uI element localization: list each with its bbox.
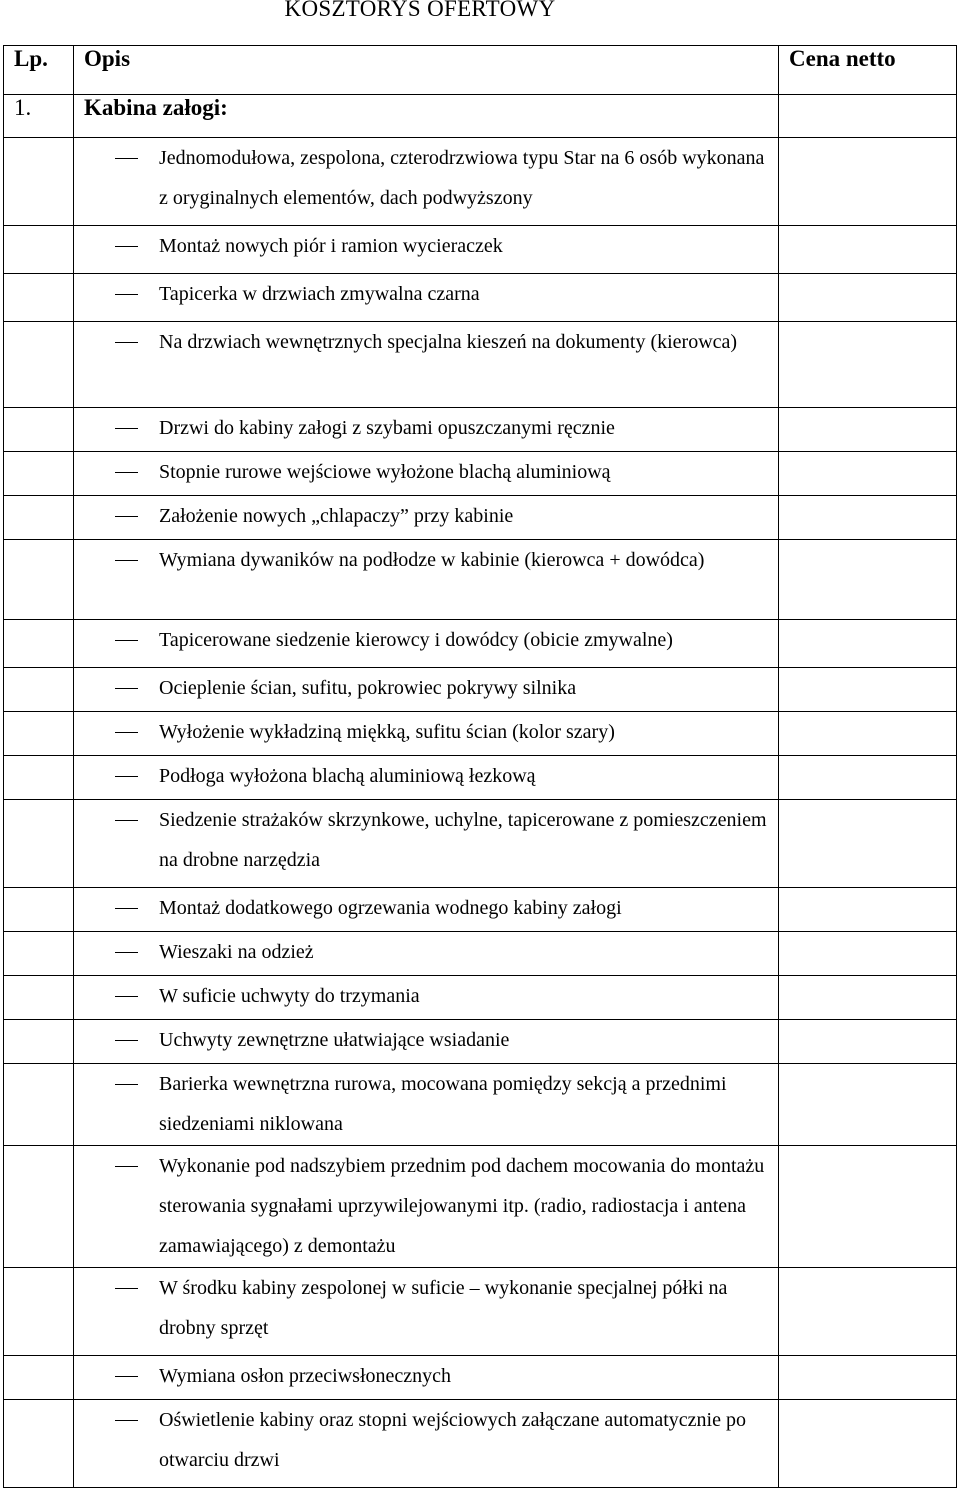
item-description: Wyłożenie wykładziną miękką, sufitu ścian (kolor szary)	[159, 721, 615, 743]
lp-cell	[4, 138, 74, 226]
item-description: Uchwyty zewnętrzne ułatwiające wsiadanie	[159, 1029, 510, 1051]
lp-cell	[4, 800, 74, 888]
column-header-cena: Cena netto	[779, 46, 957, 95]
description-cell	[74, 932, 779, 976]
table-row	[4, 1400, 957, 1488]
item-description: Stopnie rurowe wejściowe wyłożone blachą aluminiową	[159, 461, 611, 483]
description-cell	[74, 888, 779, 932]
item-description: Wykonanie pod nadszybiem przednim pod dachem mocowania do montażu sterowania sygnałami uprzywilejowanymi itp. (radio, radiostacja i antena zamawiającego) z demontażu	[159, 1155, 765, 1257]
table-row	[4, 888, 957, 932]
price-cell	[779, 668, 957, 712]
dash-bullet-icon	[115, 1288, 138, 1289]
table-row	[4, 1020, 957, 1064]
lp-cell	[4, 1020, 74, 1064]
price-cell	[779, 932, 957, 976]
price-cell	[779, 408, 957, 452]
dash-bullet-icon	[115, 472, 138, 473]
dash-bullet-icon	[115, 820, 138, 821]
description-cell	[74, 1020, 779, 1064]
price-cell	[779, 976, 957, 1020]
dash-bullet-icon	[115, 1166, 138, 1167]
description-cell	[74, 226, 779, 274]
table-row	[4, 620, 957, 668]
description-cell	[74, 1064, 779, 1146]
lp-cell	[4, 976, 74, 1020]
cost-estimate-table	[3, 45, 957, 1488]
document-title: KOSZTORYS OFERTOWY	[284, 0, 556, 21]
price-cell	[779, 1020, 957, 1064]
item-description: Wieszaki na odzież	[159, 941, 314, 963]
lp-cell	[4, 756, 74, 800]
section-number: 1.	[4, 95, 74, 138]
lp-cell	[4, 226, 74, 274]
dash-bullet-icon	[115, 1040, 138, 1041]
item-description: Siedzenie strażaków skrzynkowe, uchylne, tapicerowane z pomieszczeniem na drobne narzędzia	[159, 809, 767, 871]
table-row	[4, 800, 957, 888]
description-cell	[74, 138, 779, 226]
item-description: Montaż dodatkowego ogrzewania wodnego kabiny załogi	[159, 897, 622, 919]
dash-bullet-icon	[115, 158, 138, 159]
lp-cell	[4, 1400, 74, 1488]
dash-bullet-icon	[115, 640, 138, 641]
description-cell	[74, 712, 779, 756]
table-row	[4, 322, 957, 408]
lp-cell	[4, 408, 74, 452]
column-header-opis: Opis	[74, 46, 779, 95]
item-description: Wymiana dywaników na podłodze w kabinie (kierowca + dowódca)	[159, 549, 705, 571]
item-description: Oświetlenie kabiny oraz stopni wejściowych załączane automatycznie po otwarciu drzwi	[159, 1409, 746, 1471]
description-cell	[74, 1146, 779, 1268]
price-cell	[779, 1356, 957, 1400]
description-cell	[74, 620, 779, 668]
dash-bullet-icon	[115, 908, 138, 909]
lp-cell	[4, 496, 74, 540]
lp-cell	[4, 274, 74, 322]
table-row	[4, 226, 957, 274]
dash-bullet-icon	[115, 560, 138, 561]
price-cell	[779, 452, 957, 496]
table-row	[4, 976, 957, 1020]
lp-cell	[4, 1064, 74, 1146]
table-row	[4, 668, 957, 712]
description-cell	[74, 540, 779, 620]
dash-bullet-icon	[115, 1420, 138, 1421]
price-cell	[779, 496, 957, 540]
item-description: Drzwi do kabiny załogi z szybami opuszczanymi ręcznie	[159, 417, 615, 439]
price-cell	[779, 712, 957, 756]
price-cell	[779, 1146, 957, 1268]
table-row	[4, 138, 957, 226]
table-row	[4, 932, 957, 976]
description-cell	[74, 1356, 779, 1400]
item-description: W suficie uchwyty do trzymania	[159, 985, 420, 1007]
table-row	[4, 756, 957, 800]
dash-bullet-icon	[115, 246, 138, 247]
description-cell	[74, 756, 779, 800]
item-description: W środku kabiny zespolonej w suficie – wykonanie specjalnej półki na drobny sprzęt	[159, 1277, 728, 1339]
price-cell	[779, 274, 957, 322]
lp-cell	[4, 322, 74, 408]
price-cell	[779, 322, 957, 408]
lp-cell	[4, 620, 74, 668]
table-row	[4, 496, 957, 540]
item-description: Barierka wewnętrzna rurowa, mocowana pomiędzy sekcją a przednimi siedzeniami niklowana	[159, 1073, 727, 1135]
table-row	[4, 452, 957, 496]
table-row	[4, 1146, 957, 1268]
table-row	[4, 408, 957, 452]
item-description: Wymiana osłon przeciwsłonecznych	[159, 1365, 452, 1387]
price-cell	[779, 95, 957, 138]
dash-bullet-icon	[115, 294, 138, 295]
lp-cell	[4, 1268, 74, 1356]
dash-bullet-icon	[115, 342, 138, 343]
description-cell	[74, 408, 779, 452]
price-cell	[779, 1400, 957, 1488]
item-description: Jednomodułowa, zespolona, czterodrzwiowa typu Star na 6 osób wykonana z oryginalnych elementów, dach podwyższony	[159, 147, 765, 209]
price-cell	[779, 888, 957, 932]
dash-bullet-icon	[115, 1084, 138, 1085]
lp-cell	[4, 1146, 74, 1268]
column-header-lp: Lp.	[4, 46, 74, 95]
description-cell	[74, 1400, 779, 1488]
price-cell	[779, 138, 957, 226]
lp-cell	[4, 668, 74, 712]
price-cell	[779, 540, 957, 620]
item-description: Założenie nowych „chlapaczy” przy kabinie	[159, 505, 514, 527]
item-description: Tapicerowane siedzenie kierowcy i dowódcy (obicie zmywalne)	[159, 629, 673, 651]
dash-bullet-icon	[115, 732, 138, 733]
dash-bullet-icon	[115, 516, 138, 517]
description-cell	[74, 322, 779, 408]
table-row	[4, 1064, 957, 1146]
price-cell	[779, 756, 957, 800]
section-row	[4, 95, 957, 138]
lp-cell	[4, 932, 74, 976]
description-cell	[74, 668, 779, 712]
dash-bullet-icon	[115, 776, 138, 777]
dash-bullet-icon	[115, 1376, 138, 1377]
dash-bullet-icon	[115, 996, 138, 997]
lp-cell	[4, 712, 74, 756]
price-cell	[779, 1064, 957, 1146]
item-description: Tapicerka w drzwiach zmywalna czarna	[159, 283, 480, 305]
table-row	[4, 274, 957, 322]
table-row	[4, 1356, 957, 1400]
dash-bullet-icon	[115, 688, 138, 689]
lp-cell	[4, 888, 74, 932]
lp-cell	[4, 540, 74, 620]
table-row	[4, 712, 957, 756]
description-cell	[74, 800, 779, 888]
dash-bullet-icon	[115, 428, 138, 429]
section-title: Kabina załogi:	[74, 95, 779, 138]
description-cell	[74, 274, 779, 322]
price-cell	[779, 620, 957, 668]
item-description: Ocieplenie ścian, sufitu, pokrowiec pokrywy silnika	[159, 677, 577, 699]
item-description: Podłoga wyłożona blachą aluminiową łezkową	[159, 765, 536, 787]
price-cell	[779, 800, 957, 888]
price-cell	[779, 1268, 957, 1356]
description-cell	[74, 976, 779, 1020]
table-header-row	[4, 46, 957, 95]
price-cell	[779, 226, 957, 274]
item-description: Montaż nowych piór i ramion wycieraczek	[159, 235, 503, 257]
dash-bullet-icon	[115, 952, 138, 953]
description-cell	[74, 452, 779, 496]
item-description: Na drzwiach wewnętrznych specjalna kieszeń na dokumenty (kierowca)	[159, 331, 738, 353]
description-cell	[74, 1268, 779, 1356]
lp-cell	[4, 1356, 74, 1400]
table-row	[4, 540, 957, 620]
table-row	[4, 1268, 957, 1356]
description-cell	[74, 496, 779, 540]
lp-cell	[4, 452, 74, 496]
